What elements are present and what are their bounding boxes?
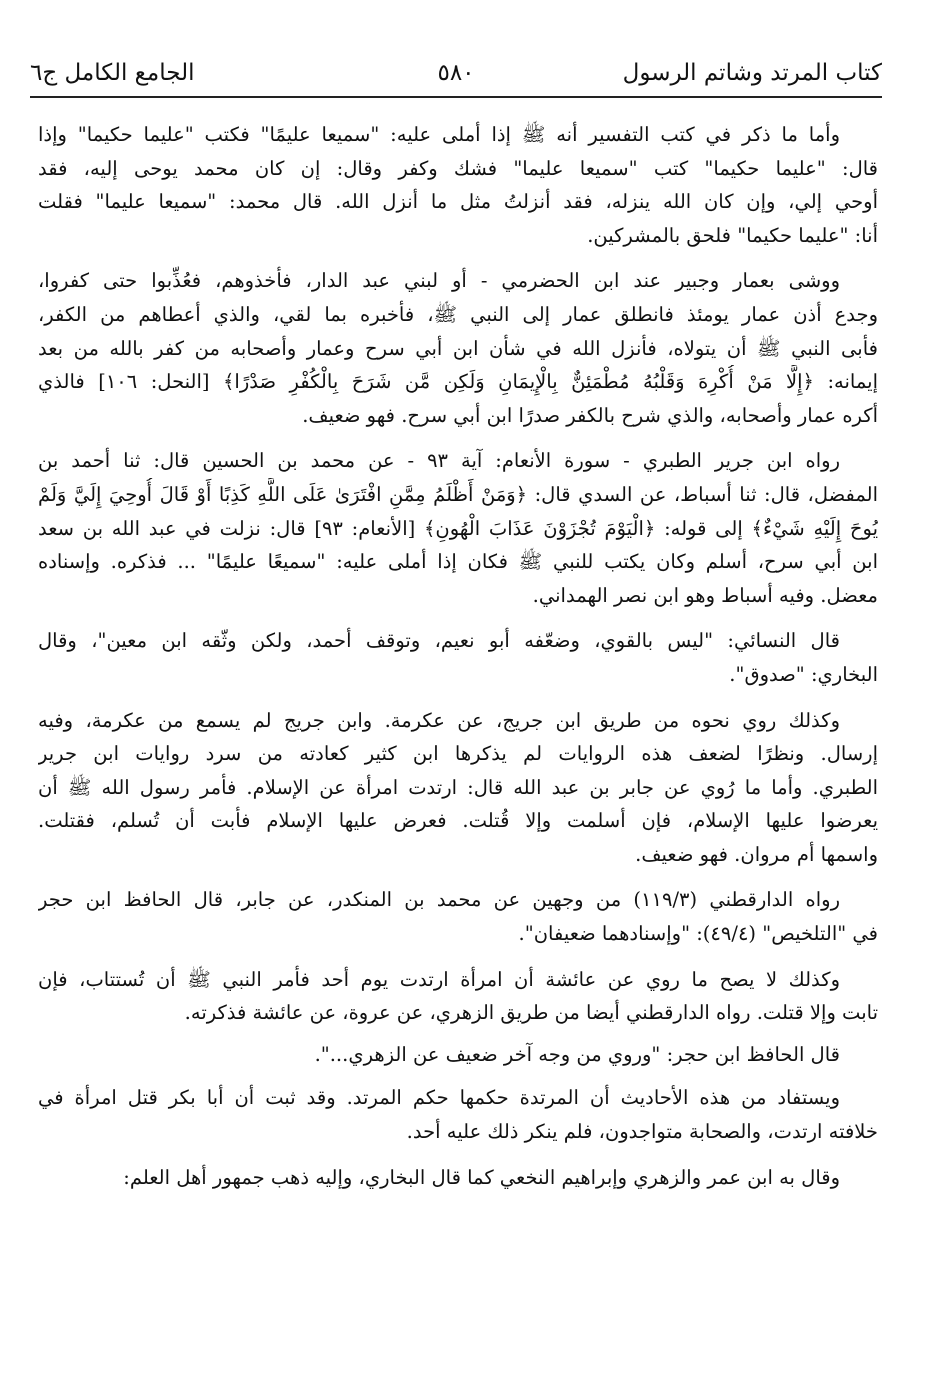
text-line: واسمها أم مروان. فهو ضعيف.	[635, 842, 878, 866]
series-title: الجامع الكامل ج٦	[30, 60, 195, 86]
text-line: أكره عمار وأصحابه، والذي شرح بالكفر صدرًا ابن أبي سرح. فهو ضعيف.	[302, 403, 878, 427]
paragraph	[38, 1081, 878, 1148]
page-number: ٥٨٠	[437, 60, 475, 86]
text-line: قال النسائي: "ليس بالقوي، وضعّفه أبو نعيم، وتوقف أحمد، ولكن وثّقه ابن معين"، وقال	[38, 629, 840, 653]
text-line: رواه ابن جرير الطبري - سورة الأنعام: آية ٩٣ - عن محمد بن الحسين قال: ثنا أحمد بن	[38, 449, 840, 473]
book-title: كتاب المرتد وشاتم الرسول	[622, 60, 882, 86]
paragraph	[38, 264, 878, 432]
text-line: خلافته ارتدت، والصحابة متواجدون، فلم ينكر ذلك عليه أحد.	[406, 1120, 878, 1144]
text-line: فأبى النبي ﷺ أن يتولاه، فأنزل الله في شأن ابن أبي سرح وعمار وأصحابه من كفر بالله من بعد	[38, 336, 878, 360]
text-line: أنا: "عليما حكيما" فلحق بالمشركين.	[587, 223, 878, 247]
paragraph	[38, 704, 878, 872]
text-line: وقال به ابن عمر والزهري وإبراهيم النخعي كما قال البخاري، وإليه ذهب جمهور أهل العلم:	[123, 1165, 840, 1189]
text-line: الطبري. وأما ما رُوي عن جابر بن عبد الله قال: ارتدت امرأة عن الإسلام. فأمر رسول الله ﷺ أن	[38, 775, 878, 799]
text-line: قال الحافظ ابن حجر: "وروي من وجه آخر ضعيف عن الزهري...".	[314, 1042, 840, 1066]
text-line: أوحي إلي، وإن كان الله ينزله، فقد أنزلتُ مثل ما أنزل الله. قال محمد: "سميعا عليما" فقلت	[38, 190, 878, 214]
text-line: معضل. وفيه أسباط وهو ابن نصر الهمداني.	[532, 583, 878, 607]
text-line: ووشى بعمار وجبير عند ابن الحضرمي - أو لبني عبد الدار، فأخذوهم، فعُذِّبوا حتى كفروا،	[38, 269, 840, 293]
page-body	[38, 118, 878, 1204]
text-line: في "التلخيص" (٤٩/٤): "وإسنادهما ضعيفان".	[518, 922, 878, 946]
text-line: ويستفاد من هذه الأحاديث أن المرتدة حكمها حكم المرتد. وقد ثبت أن أبا بكر قتل امرأة في	[38, 1086, 840, 1110]
text-line: يعرضوا عليها الإسلام، فإن أسلمت وإلا قُتلت. فعرض عليها الإسلام فأبت أن تُسلم، فقتلت.	[38, 809, 878, 833]
paragraph	[38, 118, 878, 252]
paragraph	[38, 624, 878, 691]
text-line: المفضل، قال: ثنا أسباط، عن السدي قال: ﴿وَمَنْ أَظْلَمُ مِمَّنِ افْتَرَىٰ عَلَى اللَّهِ كَذِبًا أَوْ قَالَ أُوحِيَ إِلَيَّ وَلَمْ	[38, 482, 878, 506]
running-header	[30, 50, 882, 94]
text-line: وأما ما ذكر في كتب التفسير أنه ﷺ إذا أملى عليه: "سميعا عليمًا" فكتب "عليما حكيما" وإذا	[38, 123, 840, 146]
paragraph	[38, 883, 878, 950]
text-line: إيمانه: ﴿إِلَّا مَنْ أُكْرِهَ وَقَلْبُهُ مُطْمَئِنٌّ بِالْإِيمَانِ وَلَكِن مَّن شَرَحَ بِالْكُفْرِ صَدْرًا﴾ [النحل: ١٠٦] فالذي	[38, 370, 878, 394]
text-line: إرسال. ونظرًا لضعف هذه الروايات لم يذكرها ابن كثير كعادته من سرد روايات ابن جرير	[38, 742, 878, 766]
paragraph	[38, 963, 878, 1030]
text-line: البخاري: "صدوق".	[729, 662, 878, 686]
text-line: يُوحَ إِلَيْهِ شَيْءٌ﴾ إلى قوله: ﴿الْيَوْمَ تُجْزَوْنَ عَذَابَ الْهُونِ﴾ [الأنعام: ٩٣] قال: نزلت في عبد الله بن سعد	[38, 516, 878, 540]
text-line: وجدع أذن عمار يومئذ فانطلق عمار إلى النبي ﷺ، فأخبره بما لقي، والذي أعطاهم من الكفر،	[38, 302, 878, 326]
text-line: وكذلك لا يصح ما روي عن عائشة أن امرأة ارتدت يوم أحد فأمر النبي ﷺ أن تُستتاب، فإن	[38, 967, 840, 991]
text-line: رواه الدارقطني (١١٩/٣) من وجهين عن محمد بن المنكدر، عن جابر، قال الحافظ ابن حجر	[38, 888, 840, 912]
text-line: تابت وإلا قتلت. رواه الدارقطني أيضا من طريق الزهري، عن عروة، عن عائشة فذكرته.	[184, 1001, 878, 1025]
paragraph	[38, 1161, 878, 1195]
text-line: قال: "عليما حكيما" كتب "سميعا عليما" فشك وكفر وقال: إن كان محمد يوحى إليه، فقد	[38, 156, 878, 180]
header-divider	[30, 96, 882, 98]
text-line: ابن أبي سرح، أسلم وكان يكتب للنبي ﷺ فكان إذا أملى عليه: "سميعًا عليمًا" ... فذكره. وإسناده	[38, 550, 878, 574]
paragraph	[38, 1038, 878, 1072]
paragraph	[38, 444, 878, 612]
text-line: وكذلك روي نحوه من طريق ابن جريج، عن عكرمة. وابن جريج لم يسمع من عكرمة، وفيه	[38, 708, 840, 732]
